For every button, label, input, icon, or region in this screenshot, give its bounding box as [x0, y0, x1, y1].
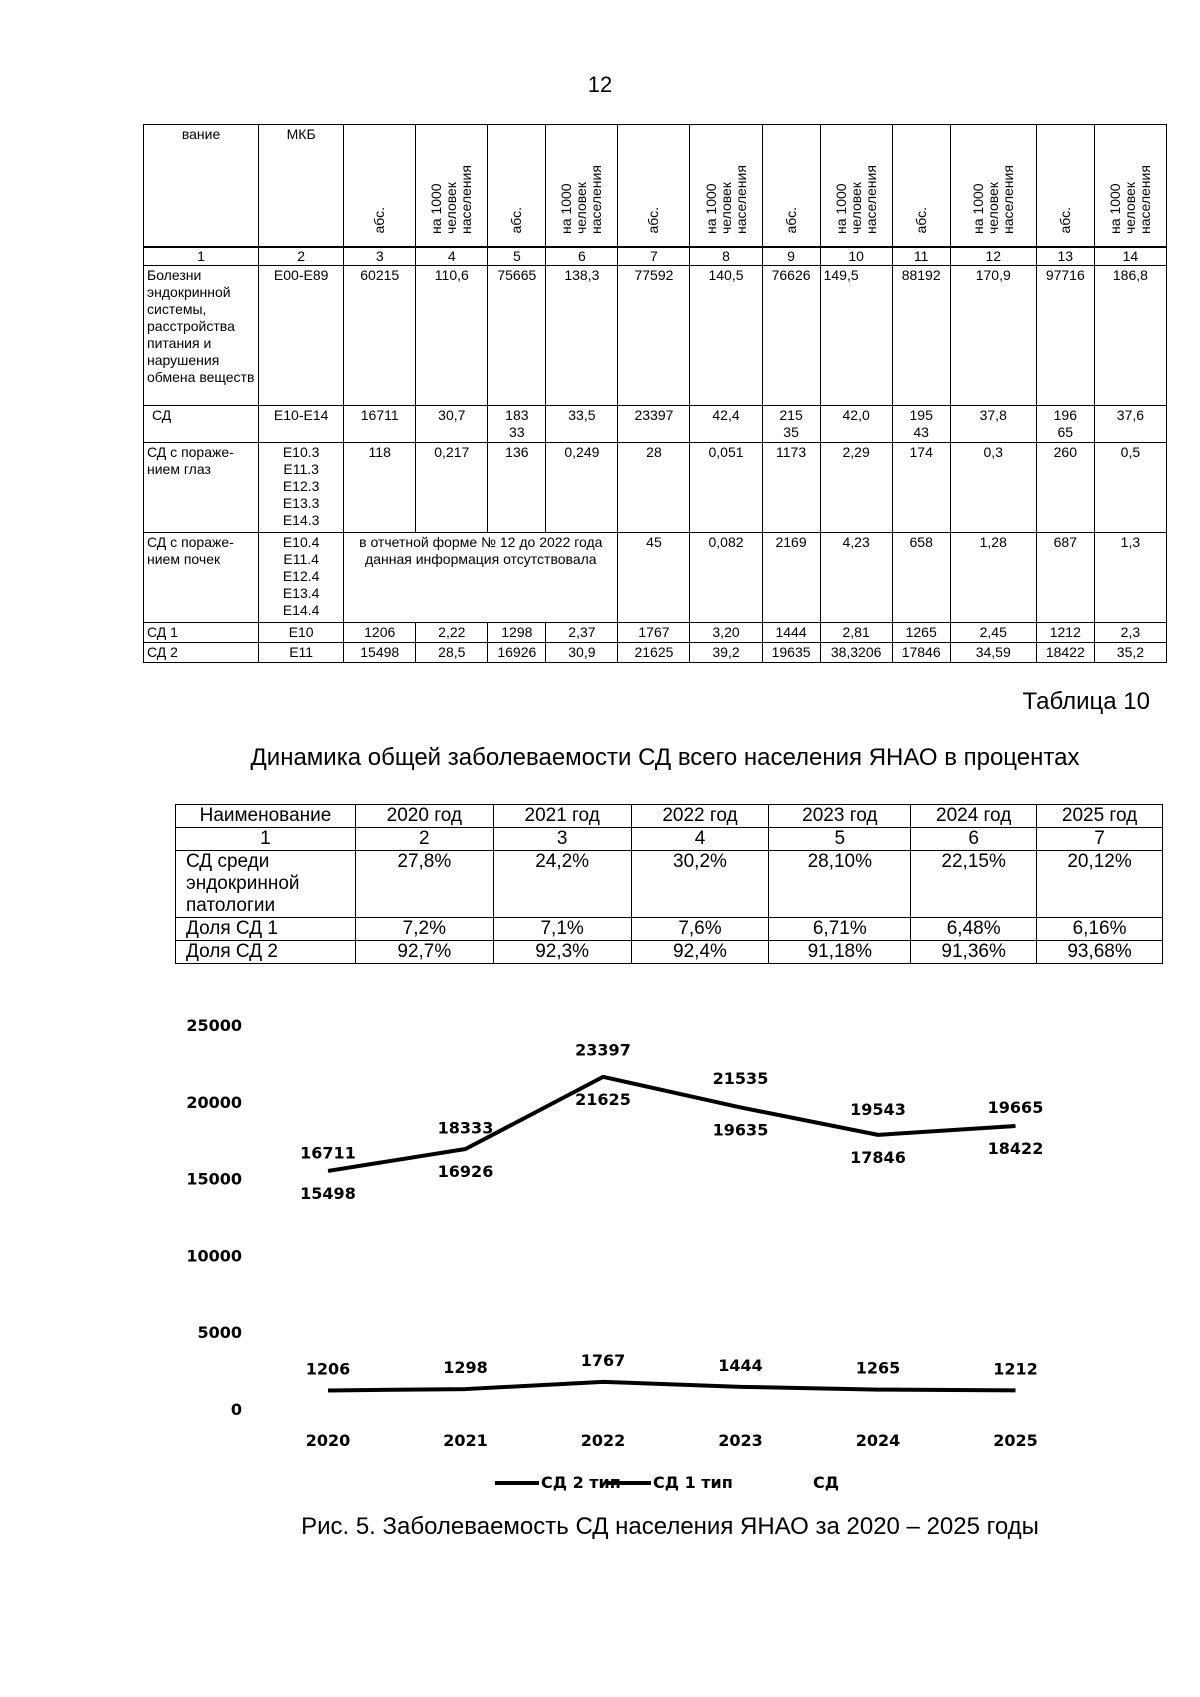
table-row — [144, 266, 1167, 406]
cell-value: 1767 — [618, 623, 690, 643]
header-cell: на 1000 человек населения — [702, 165, 749, 234]
data-label: 1212 — [993, 1359, 1038, 1379]
incidence-chart — [170, 1000, 1070, 1520]
column-number: 6 — [911, 828, 1037, 851]
row-name: Доля СД 2 — [176, 941, 356, 964]
row-name: СД 1 — [144, 623, 259, 643]
cell-value: 20,12% — [1037, 851, 1163, 918]
cell-value: 215 35 — [762, 406, 820, 443]
header-cell: абс. — [371, 207, 388, 234]
header-cell: абс. — [508, 207, 525, 234]
cell-value: 2,45 — [950, 623, 1036, 643]
cell-value: 18422 — [1036, 643, 1094, 663]
data-label: 1444 — [718, 1355, 763, 1375]
y-tick-label: 10000 — [186, 1246, 242, 1266]
row-name: СД с пораже-нием почек — [144, 533, 259, 623]
cell-value: 7,2% — [355, 918, 493, 941]
x-tick-label: 2024 — [855, 1431, 901, 1450]
cell-value: 2,81 — [820, 623, 892, 643]
table-row — [176, 918, 1163, 941]
cell-value: 2,3 — [1094, 623, 1166, 643]
cell-value: 6,16% — [1037, 918, 1163, 941]
cell-value: 39,2 — [690, 643, 762, 663]
x-tick-label: 2022 — [580, 1431, 626, 1450]
row-name: СД среди эндокринной патологии — [176, 851, 356, 918]
cell-value: 149,5 — [820, 266, 892, 406]
cell-value: 24,2% — [493, 851, 631, 918]
cell-value: 0,051 — [690, 443, 762, 533]
morbidity-table — [143, 124, 1167, 663]
cell-value: 0,249 — [546, 443, 618, 533]
table-row — [144, 533, 1167, 623]
cell-value: 76626 — [762, 266, 820, 406]
cell-value: 97716 — [1036, 266, 1094, 406]
data-label: 1265 — [855, 1358, 901, 1378]
column-number: 7 — [1037, 828, 1163, 851]
cell-value: 30,9 — [546, 643, 618, 663]
icd-code: Е10.3 Е11.3 Е12.3 Е13.3 Е14.3 — [259, 443, 344, 533]
icd-code: Е11 — [259, 643, 344, 663]
cell-value: 92,7% — [355, 941, 493, 964]
cell-value: 658 — [892, 533, 950, 623]
cell-value: 1173 — [762, 443, 820, 533]
data-label: 23397 — [575, 1040, 631, 1060]
cell-value: 138,3 — [546, 266, 618, 406]
legend-label: СД — [813, 1473, 839, 1492]
column-number: 8 — [690, 247, 762, 266]
cell-value: 1,3 — [1094, 533, 1166, 623]
cell-value: 2,37 — [546, 623, 618, 643]
cell-value: 30,2% — [631, 851, 769, 918]
cell-value: 34,59 — [950, 643, 1036, 663]
column-number: 7 — [618, 247, 690, 266]
data-label: 1298 — [443, 1358, 488, 1378]
data-label: 16926 — [437, 1162, 494, 1182]
table-row — [144, 406, 1167, 443]
cell-value: 1444 — [762, 623, 820, 643]
table-row — [176, 851, 1163, 918]
cell-value: 140,5 — [690, 266, 762, 406]
header-cell: Наименование — [176, 805, 356, 828]
cell-value: 45 — [618, 533, 690, 623]
icd-code: Е10-Е14 — [259, 406, 344, 443]
cell-value: 37,6 — [1094, 406, 1166, 443]
column-number: 6 — [546, 247, 618, 266]
column-number: 12 — [950, 247, 1036, 266]
cell-value: 16711 — [344, 406, 416, 443]
cell-value: 195 43 — [892, 406, 950, 443]
cell-value: 88192 — [892, 266, 950, 406]
cell-value: 28,5 — [416, 643, 488, 663]
cell-value: 174 — [892, 443, 950, 533]
cell-value: 35,2 — [1094, 643, 1166, 663]
cell-value: 42,4 — [690, 406, 762, 443]
cell-value: 6,71% — [769, 918, 911, 941]
cell-value: 28,10% — [769, 851, 911, 918]
legend-label: СД 1 тип — [653, 1473, 733, 1492]
cell-value: 93,68% — [1037, 941, 1163, 964]
column-number: 9 — [762, 247, 820, 266]
legend-label: СД 2 тип — [541, 1473, 621, 1492]
y-tick-label: 20000 — [186, 1092, 242, 1112]
header-cell: на 1000 человек населения — [832, 165, 879, 234]
table-row — [176, 941, 1163, 964]
cell-value: 7,6% — [631, 918, 769, 941]
header-cell: на 1000 человек населения — [428, 165, 475, 234]
icd-code: Е00-Е89 — [259, 266, 344, 406]
column-number: 5 — [488, 247, 546, 266]
cell-value: 1265 — [892, 623, 950, 643]
table-row — [144, 643, 1167, 663]
header-cell: абс. — [782, 207, 799, 234]
table-header-row — [176, 805, 1163, 828]
column-number: 4 — [416, 247, 488, 266]
column-number: 10 — [820, 247, 892, 266]
header-cell: 2022 год — [631, 805, 769, 828]
column-number: 3 — [344, 247, 416, 266]
cell-value: 92,3% — [493, 941, 631, 964]
data-label: 21535 — [712, 1069, 769, 1089]
cell-value: 2,22 — [416, 623, 488, 643]
cell-value: 110,6 — [416, 266, 488, 406]
cell-value: 19635 — [762, 643, 820, 663]
header-cell: абс. — [1056, 207, 1073, 234]
column-number: 1 — [176, 828, 356, 851]
cell-value: 6,48% — [911, 918, 1037, 941]
header-cell: на 1000 человек населения — [558, 165, 605, 234]
cell-value: 15498 — [344, 643, 416, 663]
data-label: 15498 — [300, 1183, 356, 1203]
data-label: 1206 — [305, 1359, 351, 1379]
y-tick-label: 5000 — [197, 1323, 242, 1343]
header-cell: 2024 год — [911, 805, 1037, 828]
cell-value: 4,23 — [820, 533, 892, 623]
row-name: СД — [144, 406, 259, 443]
y-tick-label: 15000 — [186, 1169, 242, 1189]
column-number: 2 — [355, 828, 493, 851]
cell-value: 196 65 — [1036, 406, 1094, 443]
cell-value: 22,15% — [911, 851, 1037, 918]
cell-value: 1212 — [1036, 623, 1094, 643]
data-label: 19635 — [712, 1120, 769, 1140]
cell-value: 118 — [344, 443, 416, 533]
cell-value: 91,18% — [769, 941, 911, 964]
cell-value: 28 — [618, 443, 690, 533]
column-number: 3 — [493, 828, 631, 851]
cell-value: 42,0 — [820, 406, 892, 443]
cell-value: 77592 — [618, 266, 690, 406]
table-label: Таблица 10 — [1022, 688, 1150, 715]
y-tick-label: 0 — [230, 1400, 242, 1419]
header-cell: на 1000 человек населения — [1106, 165, 1153, 234]
data-label: 19665 — [987, 1097, 1044, 1117]
column-number: 2 — [259, 247, 344, 266]
series-line — [328, 1050, 1016, 1153]
data-label: 21625 — [575, 1089, 631, 1109]
series-line — [328, 1382, 1016, 1391]
x-tick-label: 2023 — [718, 1431, 763, 1450]
column-number-row — [144, 247, 1167, 266]
cell-value: 37,8 — [950, 406, 1036, 443]
cell-value: 17846 — [892, 643, 950, 663]
column-number: 14 — [1094, 247, 1166, 266]
cell-value: 1298 — [488, 623, 546, 643]
cell-value: 2169 — [762, 533, 820, 623]
cell-value: 60215 — [344, 266, 416, 406]
figure-caption: Рис. 5. Заболеваемость СД населения ЯНАО за 2020 – 2025 годы — [301, 1513, 1039, 1540]
header-cell: 2025 год — [1037, 805, 1163, 828]
cell-value: 0,217 — [416, 443, 488, 533]
table-row — [144, 443, 1167, 533]
table-row — [144, 623, 1167, 643]
cell-value: 1206 — [344, 623, 416, 643]
column-number: 1 — [144, 247, 259, 266]
header-cell: абс. — [645, 207, 662, 234]
data-label: 17846 — [850, 1147, 906, 1167]
cell-value: 1,28 — [950, 533, 1036, 623]
table-header-row — [144, 125, 1167, 248]
x-tick-label: 2021 — [443, 1431, 488, 1450]
row-name: СД с пораже-нием глаз — [144, 443, 259, 533]
cell-value: 16926 — [488, 643, 546, 663]
icd-code: Е10.4 Е11.4 Е12.4 Е13.4 Е14.4 — [259, 533, 344, 623]
cell-value: 33,5 — [546, 406, 618, 443]
column-number: 5 — [769, 828, 911, 851]
merged-note: в отчетной форме № 12 до 2022 года данная информация отсутствовала — [344, 533, 618, 623]
row-name: Болезни эндокринной системы, расстройства питания и нарушения обмена веществ — [144, 266, 259, 406]
cell-value: 7,1% — [493, 918, 631, 941]
cell-value: 23397 — [618, 406, 690, 443]
cell-value: 38,3206 — [820, 643, 892, 663]
cell-value: 687 — [1036, 533, 1094, 623]
page-number: 12 — [587, 72, 613, 97]
series-line — [328, 1077, 1016, 1171]
cell-value: 2,29 — [820, 443, 892, 533]
header-cell: вание — [144, 125, 259, 248]
data-label: 16711 — [300, 1143, 356, 1163]
x-tick-label: 2025 — [993, 1431, 1038, 1450]
data-label: 1767 — [580, 1350, 626, 1370]
row-name: Доля СД 1 — [176, 918, 356, 941]
column-number-row — [176, 828, 1163, 851]
header-cell: 2020 год — [355, 805, 493, 828]
column-number: 4 — [631, 828, 769, 851]
column-number: 11 — [892, 247, 950, 266]
cell-value: 136 — [488, 443, 546, 533]
header-cell: абс. — [912, 207, 929, 234]
cell-value: 30,7 — [416, 406, 488, 443]
header-cell: 2023 год — [769, 805, 911, 828]
header-cell: 2021 год — [493, 805, 631, 828]
column-number: 13 — [1036, 247, 1094, 266]
data-label: 18333 — [437, 1118, 494, 1138]
dynamics-table — [175, 804, 1163, 964]
table-title: Динамика общей заболеваемости СД всего населения ЯНАО в процентах — [250, 744, 1080, 771]
cell-value: 3,20 — [690, 623, 762, 643]
cell-value: 0,5 — [1094, 443, 1166, 533]
cell-value: 0,3 — [950, 443, 1036, 533]
cell-value: 21625 — [618, 643, 690, 663]
cell-value: 260 — [1036, 443, 1094, 533]
y-tick-label: 25000 — [186, 1016, 242, 1035]
header-cell: МКБ — [259, 125, 344, 248]
cell-value: 27,8% — [355, 851, 493, 918]
incidence-line-chart — [170, 1000, 1070, 1520]
data-label: 18422 — [987, 1139, 1044, 1159]
x-tick-label: 2020 — [305, 1431, 351, 1450]
header-cell: на 1000 человек населения — [969, 165, 1016, 234]
cell-value: 186,8 — [1094, 266, 1166, 406]
row-name: СД 2 — [144, 643, 259, 663]
cell-value: 92,4% — [631, 941, 769, 964]
data-label: 19543 — [850, 1099, 906, 1119]
cell-value: 75665 — [488, 266, 546, 406]
cell-value: 0,082 — [690, 533, 762, 623]
cell-value: 91,36% — [911, 941, 1037, 964]
cell-value: 170,9 — [950, 266, 1036, 406]
cell-value: 183 33 — [488, 406, 546, 443]
icd-code: Е10 — [259, 623, 344, 643]
